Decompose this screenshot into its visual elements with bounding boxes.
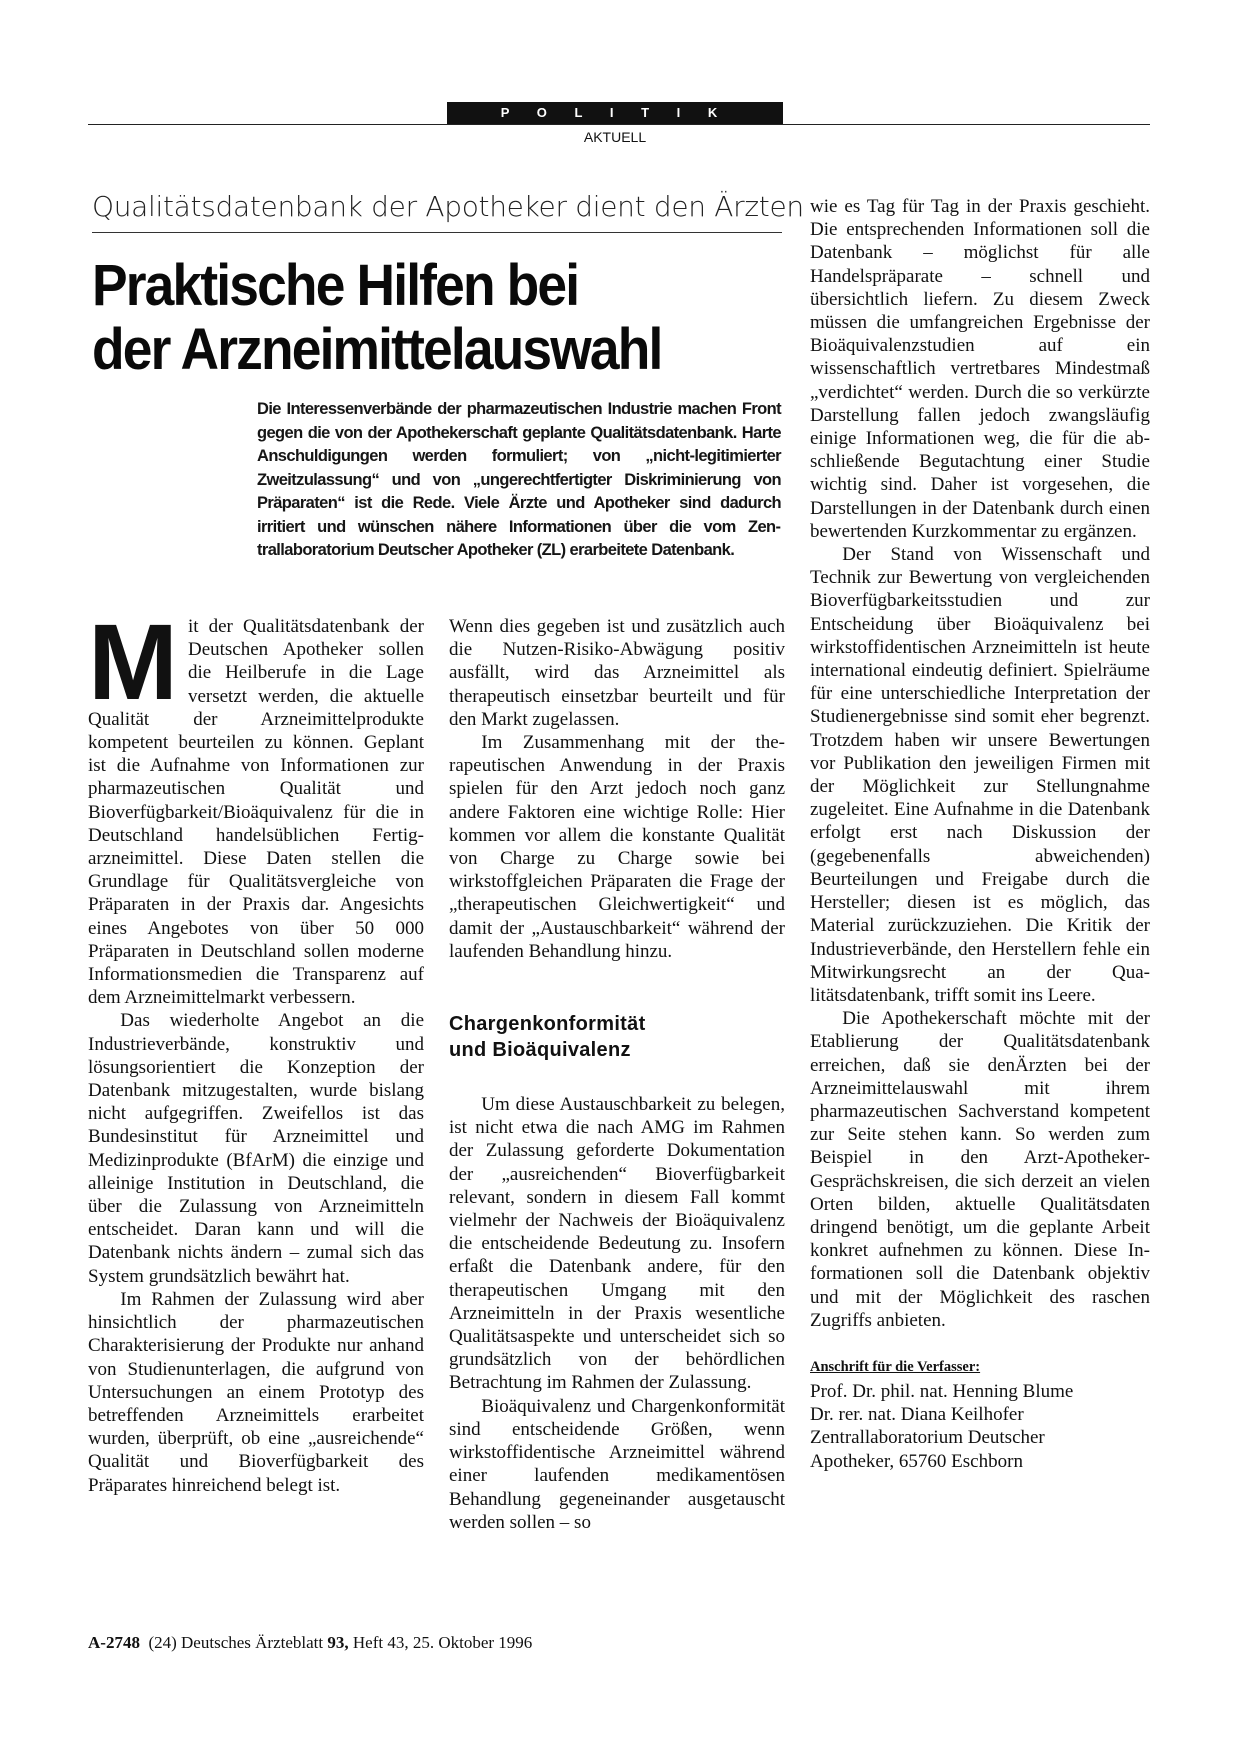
- journal-volume: 93,: [327, 1633, 349, 1652]
- address-line: Zentrallaboratorium Deutscher: [810, 1427, 1045, 1449]
- article-headline: [92, 254, 736, 382]
- column-3: [810, 195, 1150, 1620]
- journal-name: Deutsches Ärzteblatt: [181, 1633, 324, 1652]
- author-address: [810, 1380, 1150, 1473]
- headline-line-1: Praktische Hilfen bei: [92, 253, 579, 318]
- headline-line-2: der Arzneimittelauswahl: [92, 317, 662, 382]
- subheading-line-2: und Bioäquivalenz: [449, 1039, 631, 1062]
- address-line: Apotheker, 65760 Eschborn: [810, 1450, 1023, 1472]
- subsection-label: AKTUELL: [583, 129, 647, 145]
- paragraph: Das wiederholte Angebot an die Industrieverbände, konstruktiv und lösungsorientiert die Konzeption der Datenbank mitzugestalten, wurde bislang nicht aufgegriffen. Zweifellos ist das Bundesinstitut für Arzneimittel und Medizinprodukte (BfArM) die einzige und alleinige Institution in Deutschland, die über die Zulassung von Arzneimitteln entscheidet. Daran kann und will die Datenbank nichts ändern – zumal sich das System grundsätzlich bewährt hat.: [88, 1010, 424, 1287]
- address-label: Anschrift für die Verfasser:: [810, 1358, 981, 1375]
- paragraph: Die Apothekerschaft möchte mit der Etablierung der Qualitätsdatenbank erreichen, daß sie denÄrzten bei der Arzneimittelauswahl mit ihrem pharmazeutischen Sachverstand kompetent zur Seite stehen kann. So werden zum Beispiel in den Arzt-Apotheker-Gesprächskreisen, die sich derzeit an vielen Orten bilden, aktuelle Qualitätsdaten dringend benötigt, um die geplante Arbeit konkret aufnehmen zu können. Diese Informationen soll die Datenbank objektiv und mit der Möglichkeit des raschen Zugriffs anbieten.: [810, 1008, 1150, 1331]
- subheading-line-1: Chargenkonformität: [449, 1013, 646, 1036]
- paragraph: wie es Tag für Tag in der Praxis geschieht. Die entsprechenden Informationen soll die Datenbank – möglichst für alle Handelspräparate – schnell und übersichtlich liefern. Zu diesem Zweck müssen die umfangreichen Ergebnisse der Bioäquivalenzstudien auf ein wissenschaftlich vertretbares Mindestmaß „verdichtet“ werden. Durch die so verkürzte Darstellung fallen jedoch zwangsläufig einige Informationen weg, die für die abschließende Begutachtung einer Studie wichtig sind. Daher ist vorgesehen, die Darstellungen in der Datenbank durch einen bewertenden Kurzkommentar zu ergänzen.: [810, 196, 1150, 542]
- paragraph: Der Stand von Wissenschaft und Technik zur Bewertung von vergleichenden Bioverfügbarkeitsstudien und zur Entscheidung über Bioäquivalenz bei wirkstoffidentischen Arzneimitteln ist heute international eindeutig definiert. Spielräume für eine unterschiedliche Interpretation der Studienergebnisse sind somit eher begrenzt. Trotzdem haben wir unsere Bewertungen vor Publikation den jeweiligen Firmen mit der Möglichkeit zur Stellungnahme zugeleitet. Eine Aufnahme in die Datenbank erfolgt erst nach Diskussion der (gegebenenfalls abweichenden) Beurteilungen und Freigabe durch die Hersteller; diesen ist es möglich, das Material zurückzuziehen. Die Kritik der Industrieverbände, den Herstellern fehle ein Mitwirkungsrecht an der Qualitätsdatenbank, trifft somit ins Leere.: [810, 544, 1150, 1006]
- paragraph: Bioäquivalenz und Chargenkonformität sind entscheidende Größen, wenn wirkstoffidentische Arzneimittel während einer laufenden medikamentösen Behandlung gegeneinander ausgetauscht werden sollen – so: [449, 1395, 785, 1533]
- paragraph: Um diese Austauschbarkeit zu belegen, ist nicht etwa die nach AMG im Rahmen der Zulassung geforderte Dokumentation der „ausreichenden“ Bioverfügbarkeit relevant, sondern in diesem Fall kommt vielmehr der Nachweis der Bioäquivalenz die entscheidende Bedeutung zu. Insofern erfaßt die Datenbank andere, für den therapeutischen Umgang mit den Arzneimitteln in der Praxis wesentliche Qualitätsaspekte und unterscheidet sich so grundsätzlich von der behördlichen Betrachtung im Rahmen der Zulassung.: [449, 1094, 785, 1394]
- paragraph: Im Zusammenhang mit der therapeutischen Anwendung in der Praxis spielen für den Arzt jedoch noch ganz andere Faktoren eine wichtige Rolle: Hier kommen vor allem die konstante Qualität von Charge zu Charge sowie bei wirkstoffgleichen Präparaten die Frage der „therapeutischen Gleichwertigkeit“ und damit der „Austauschbarkeit“ während der laufenden Behandlung hinzu.: [449, 732, 785, 962]
- kicker-rule: [92, 232, 782, 233]
- journal-issue: Heft 43, 25. Oktober 1996: [352, 1633, 533, 1652]
- page-code: A-2748: [88, 1633, 140, 1652]
- article-lead: Die Interessenverbände der pharmazeutischen Industrie machen Front gegen die von der Apothekerschaft geplante Qualitätsdatenbank. Harte Anschuldigungen werden formuliert; von „nicht-legitimierter Zweitzulassung“ und von „ungerechtfertigter Diskriminierung von Präparaten“ ist die Rede. Viele Ärzte und Apotheker sind dadurch irritiert und wünschen nähere Informationen über die vom Zentrallaboratorium Deutscher Apotheker (ZL) erarbeitete Datenbank.: [257, 400, 781, 559]
- paragraph-text: it der Qualitätsdatenbank der Deutschen Apotheker sollen die Heilberufe in die Lage versetzt werden, die aktuelle Qualität der Arzneimittelprodukte kompetent beurteilen zu können. Geplant ist die Aufnahme von Informationen zur pharmazeutischen Qualität und Bioverfügbarkeit/Bioäquivalenz für die in Deutschland handelsüblichen Fertigarzneimittel. Diese Daten stellen die Grundlage für Qualitätsvergleiche von Präparaten in der Praxis dar. Angesichts eines Angebotes von über 50 000 Präparaten in Deutschland sollen moderne Informationsmedien die Transparenz auf dem Arzneimittelmarkt verbessern.: [88, 616, 424, 1009]
- section-label: P O L I T I K: [447, 102, 783, 124]
- section-subheading: [449, 1011, 785, 1063]
- address-line: Prof. Dr. phil. nat. Henning Blume: [810, 1380, 1074, 1402]
- paragraph: [88, 601, 424, 1009]
- paragraph: Im Rahmen der Zulassung wird aber hinsichtlich der pharmazeutischen Charakterisierung der Produkte nur anhand von Studienunterlagen, die aufgrund von Untersuchungen an einem Prototyp des betreffenden Arzneimittels erarbeitet wurden, überprüft, ob eine „ausreichende“ Qualität und Bioverfügbarkeit des Präparates hinreichend belegt ist.: [88, 1288, 424, 1496]
- address-line: Dr. rer. nat. Diana Keilhofer: [810, 1404, 1024, 1426]
- article-kicker: Qualitätsdatenbank der Apotheker dient den Ärzten: [92, 190, 804, 223]
- drop-cap: M: [88, 601, 178, 722]
- column-2: [449, 615, 785, 1620]
- paragraph: Wenn dies gegeben ist und zusätzlich auch die Nutzen-Risiko-Abwägung positiv ausfällt, wird das Arzneimittel als therapeutisch einsetzbar beurteilt und für den Markt zugelassen.: [449, 616, 785, 730]
- page-footer: [88, 1633, 532, 1653]
- header-rule: [88, 124, 1150, 125]
- page-number: (24): [148, 1633, 177, 1652]
- column-1: [88, 601, 424, 1620]
